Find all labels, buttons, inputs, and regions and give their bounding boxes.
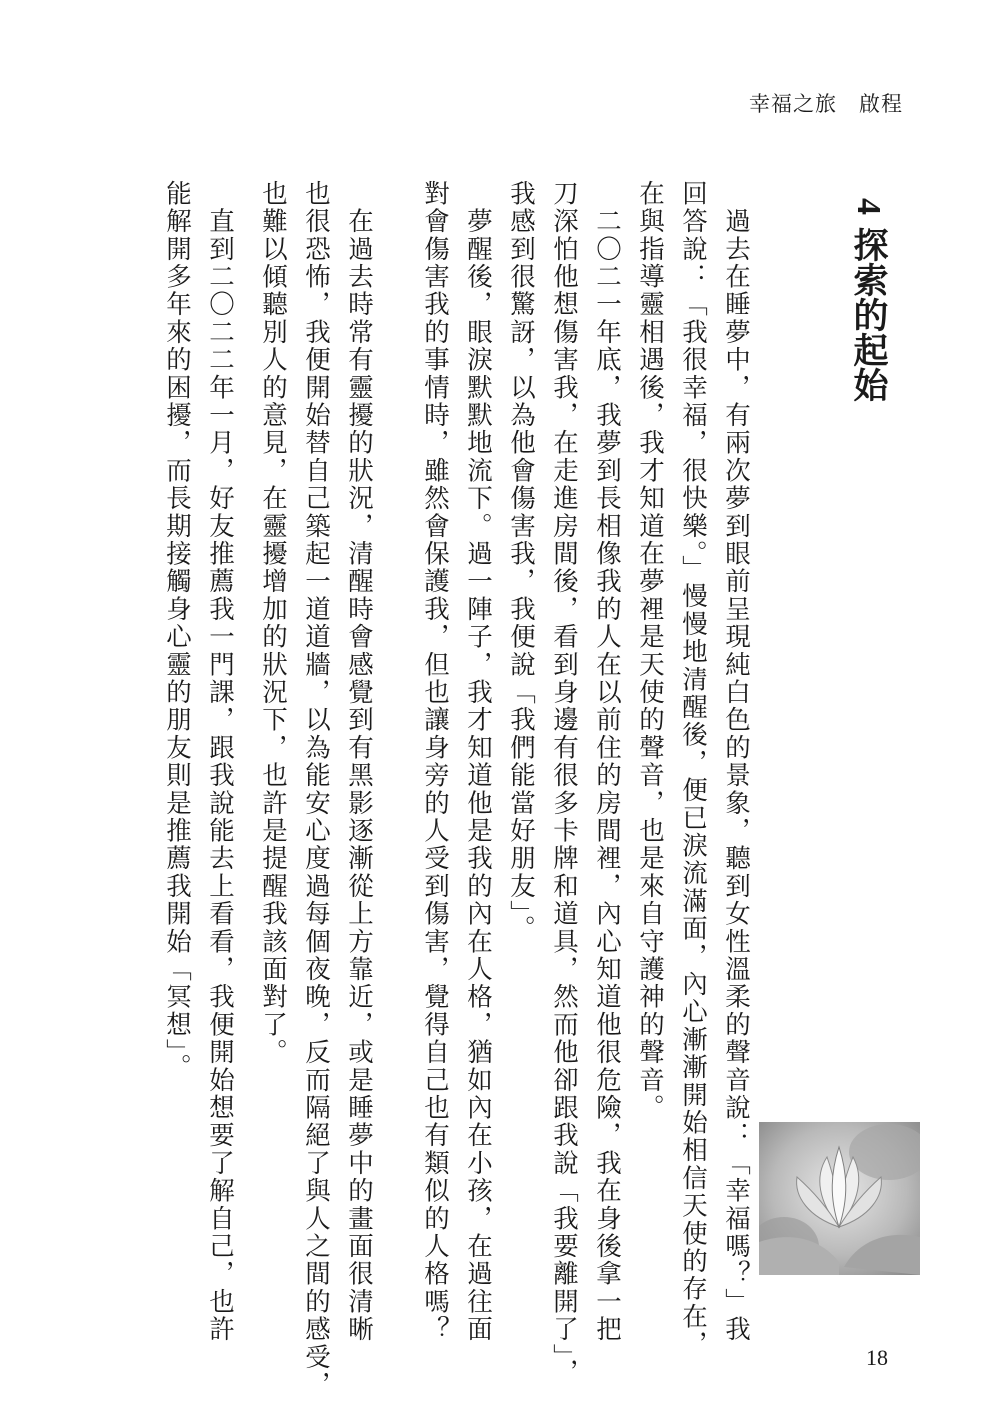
text-column: 也難以傾聽別人的意見，在靈擾增加的狀況下，也許是提醒我該面對了。 [258,180,288,1067]
text-column: 我感到很驚訝，以為他會傷害我，我便說「我們能當好朋友」。 [506,180,536,943]
text-column: 夢醒後，眼淚默默地流下。過一陣子，我才知道他是我的內在人格，猶如內在小孩，在過往面 [463,180,493,1344]
chapter-title: 探索的起始 [848,227,888,403]
text-column: 對會傷害我的事情時，雖然會保護我，但也讓身旁的人受到傷害，覺得自己也有類似的人格嗎？ [420,180,450,1344]
text-column: 二〇二一年底，我夢到長相像我的人在以前住的房間裡，內心知道他很危險，我在身後拿一把 [592,180,622,1344]
lotus-flower-photo [759,1122,920,1275]
text-column: 在與指導靈相遇後，我才知道在夢裡是天使的聲音，也是來自守護神的聲音。 [635,180,665,1122]
page-number: 18 [866,1345,888,1370]
book-title: 幸福之旅 [749,92,837,116]
text-column: 能解開多年來的困擾，而長期接觸身心靈的朋友則是推薦我開始「冥想」。 [162,180,192,1082]
text-column: 也很恐怖，我便開始替自己築起一道道牆，以為能安心度過每個夜晚，反而隔絕了與人之間的感受， [301,180,331,1399]
text-column: 刀深怕他想傷害我，在走進房間後，看到身邊有很多卡牌和道具，然而他卻跟我說「我要離開了」， [549,180,579,1387]
running-header [749,88,903,118]
text-column: 在過去時常有靈擾的狀況，清醒時會感覺到有黑影逐漸從上方靠近，或是睡夢中的畫面很清晰 [344,180,374,1344]
text-column: 直到二〇二二年一月，好友推薦我一門課，跟我說能去上看看，我便開始想要了解自己，也許 [205,180,235,1344]
chapter-heading [846,198,890,402]
text-column: 過去在睡夢中，有兩次夢到眼前呈現純白色的景象，聽到女性溫柔的聲音說：「幸福嗎？」我 [721,180,751,1344]
chapter-number: 4 [850,198,887,215]
section-title: 啟程 [859,92,903,116]
text-column: 回答說：「我很幸福，很快樂。」慢慢地清醒後，便已淚流滿面，內心漸漸開始相信天使的存在， [678,180,708,1359]
lotus-flower-image [759,1122,920,1275]
